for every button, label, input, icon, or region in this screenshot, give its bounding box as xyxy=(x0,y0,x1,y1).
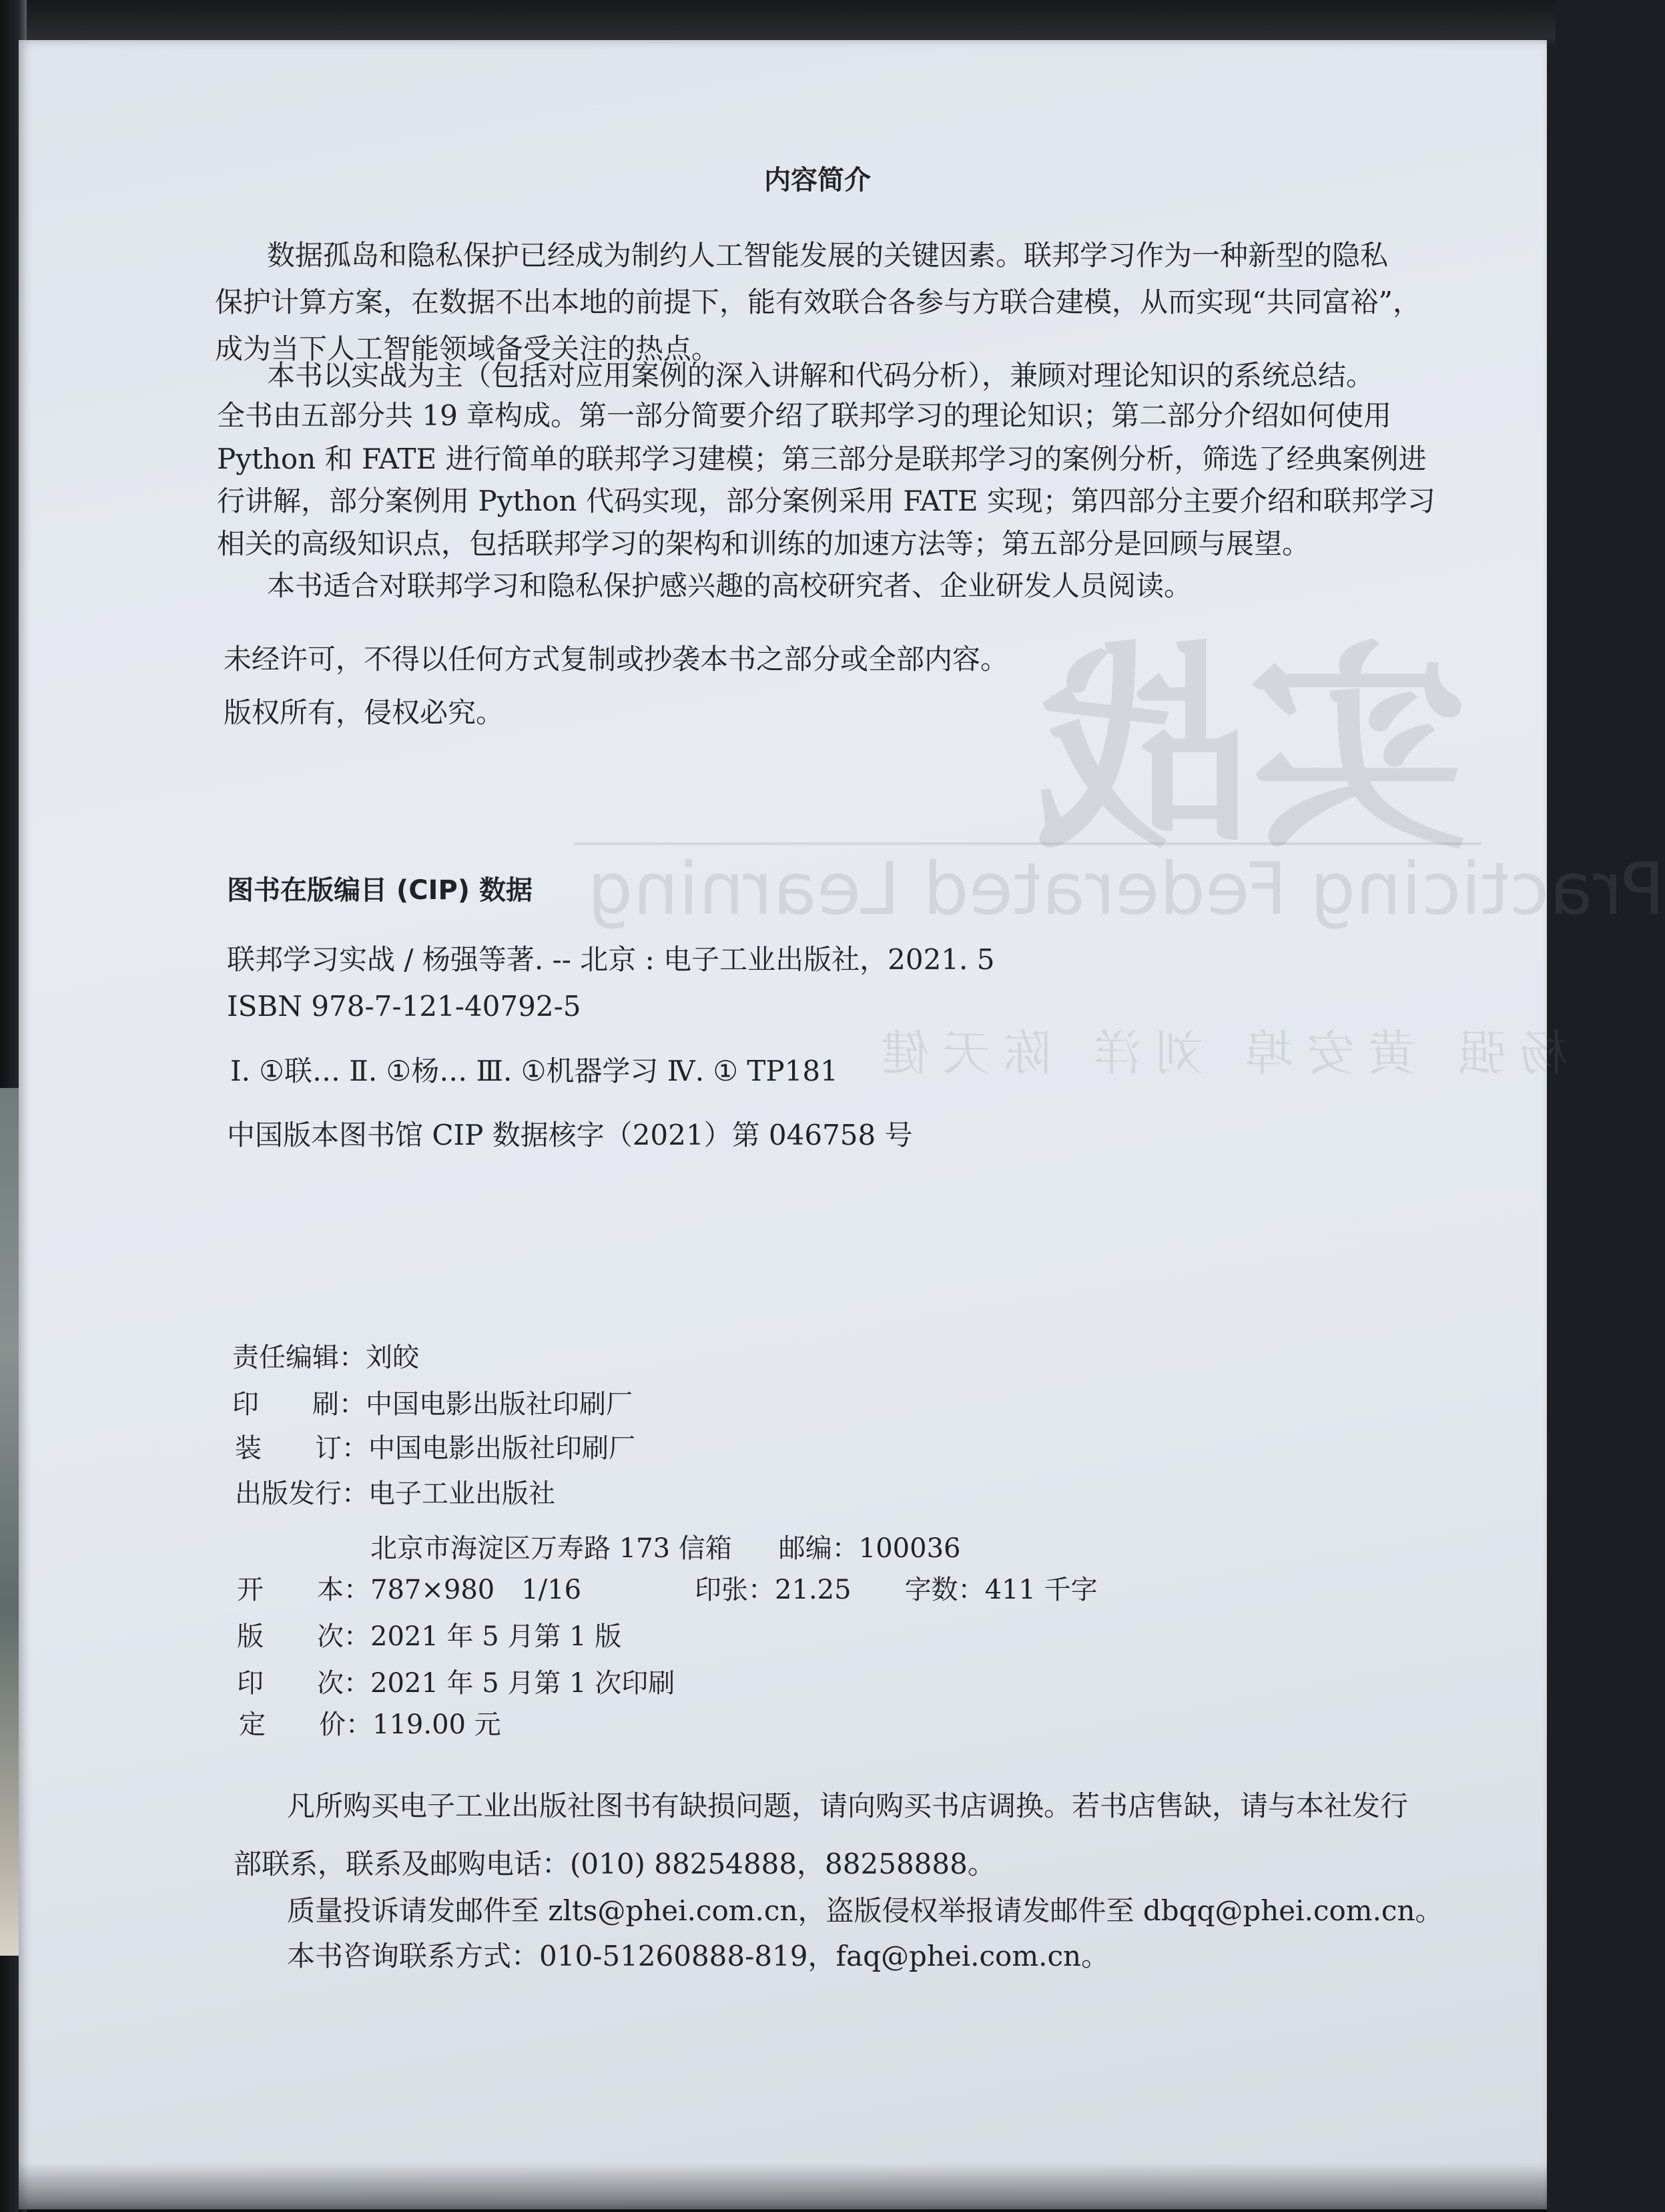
cip-heading: 图书在版编目 (CIP) 数据 xyxy=(227,875,533,906)
imprint-binding-row xyxy=(235,1427,635,1465)
intro-paragraph-line: 保护计算方案，在数据不出本地的前提下，能有效联合各参与方联合建模，从而实现“共同富裕”， xyxy=(215,286,1421,318)
imprint-value: 2021 年 5 月第 1 次印刷 xyxy=(370,1668,675,1699)
imprint-format-row xyxy=(237,1569,1098,1607)
imprint-label: 印 刷： xyxy=(232,1389,366,1420)
imprint-address-row xyxy=(370,1527,960,1565)
imprint-label: 印张： xyxy=(695,1575,775,1605)
intro-paragraph-line: 本书适合对联邦学习和隐私保护感兴趣的高校研究者、企业研发人员阅读。 xyxy=(267,569,1193,602)
page-bottom-shadow xyxy=(19,2163,1547,2212)
imprint-postcode: 100036 xyxy=(858,1533,961,1564)
imprint-value: 2021 年 5 月第 1 版 xyxy=(370,1621,622,1652)
intro-paragraph-line: 本书以实战为主（包括对应用案例的深入讲解和代码分析），兼顾对理论知识的系统总结。 xyxy=(267,359,1375,392)
cip-bibliographic-line: 联邦学习实战 / 杨强等著. -- 北京 : 电子工业出版社，2021. 5 xyxy=(227,943,995,976)
imprint-value: 中国电影出版社印刷厂 xyxy=(368,1433,635,1464)
intro-paragraph-line: 全书由五部分共 19 章构成。第一部分简要介绍了联邦学习的理论知识；第二部分介绍如何使用 xyxy=(217,399,1392,432)
cip-record-number: 中国版本图书馆 CIP 数据核字（2021）第 046758 号 xyxy=(227,1119,913,1151)
imprint-impression-row xyxy=(237,1662,675,1700)
imprint-label: 出版发行： xyxy=(235,1478,368,1509)
imprint-address: 北京市海淀区万寿路 173 信箱 xyxy=(370,1533,732,1564)
imprint-label: 版 次： xyxy=(237,1621,370,1652)
copyright-statement: 未经许可，不得以任何方式复制或抄袭本书之部分或全部内容。 xyxy=(224,643,1009,675)
service-notice-line: 本书咨询联系方式：010-51260888-819，faq@phei.com.cn。 xyxy=(287,1940,1110,1972)
imprint-label: 定 价： xyxy=(239,1709,372,1740)
imprint-format: 787×980 1/16 xyxy=(370,1575,582,1605)
service-notice-line: 部联系，联系及邮购电话：(010) 88254888，88258888。 xyxy=(234,1848,996,1880)
cip-isbn: ISBN 978-7-121-40792-5 xyxy=(227,990,581,1023)
imprint-label: 印 次： xyxy=(237,1668,370,1699)
imprint-value: 刘皎 xyxy=(366,1342,419,1373)
show-through-rule xyxy=(574,842,1481,845)
intro-paragraph-line: 数据孤岛和隐私保护已经成为制约人工智能发展的关键因素。联邦学习作为一种新型的隐私 xyxy=(267,239,1389,272)
service-notice-line: 质量投诉请发邮件至 zlts@phei.com.cn，盗版侵权举报请发邮件至 dbqq@phei.com.cn。 xyxy=(287,1894,1443,1927)
imprint-sheets: 21.25 xyxy=(775,1575,852,1605)
imprint-publisher-row xyxy=(235,1472,555,1510)
imprint-label: 责任编辑： xyxy=(232,1342,366,1373)
imprint-value: 119.00 元 xyxy=(372,1709,501,1740)
imprint-value: 电子工业出版社 xyxy=(368,1478,555,1509)
intro-paragraph-line: Python 和 FATE 进行简单的联邦学习建模；第三部分是联邦学习的案例分析，筛选了经典案例进 xyxy=(217,443,1427,475)
intro-paragraph-line: 行讲解，部分案例用 Python 代码实现，部分案例采用 FATE 实现；第四部分主要介绍和联邦学习 xyxy=(217,485,1435,517)
service-notice-line: 凡所购买电子工业出版社图书有缺损问题，请向购买书店调换。若书店售缺，请与本社发行 xyxy=(287,1789,1409,1822)
imprint-editor-row xyxy=(232,1336,419,1374)
imprint-printing-row xyxy=(232,1383,633,1421)
imprint-label: 邮编： xyxy=(778,1533,859,1564)
imprint-price-row xyxy=(239,1703,501,1741)
imprint-label: 装 订： xyxy=(235,1433,368,1464)
imprint-label: 字数： xyxy=(904,1575,985,1605)
imprint-words: 411 千字 xyxy=(984,1575,1098,1605)
intro-paragraph-line: 成为当下人工智能领域备受关注的热点。 xyxy=(215,332,720,365)
show-through-english-title: Practicing Federated Learning xyxy=(587,848,1665,931)
show-through-title: 实战 xyxy=(1041,623,1468,879)
copyright-statement: 版权所有，侵权必究。 xyxy=(224,696,505,729)
show-through-authors: 杨强 黄安埠 刘洋 陈天健 xyxy=(868,1025,1568,1081)
imprint-label: 开 本： xyxy=(237,1575,370,1605)
intro-paragraph-line: 相关的高级知识点，包括联邦学习的架构和训练的加速方法等；第五部分是回顾与展望。 xyxy=(217,527,1311,560)
imprint-value: 中国电影出版社印刷厂 xyxy=(366,1389,633,1420)
imprint-edition-row xyxy=(237,1615,621,1653)
cip-classification: Ⅰ. ①联… Ⅱ. ①杨… Ⅲ. ①机器学习 Ⅳ. ① TP181 xyxy=(230,1055,838,1087)
intro-heading: 内容简介 xyxy=(764,165,871,196)
